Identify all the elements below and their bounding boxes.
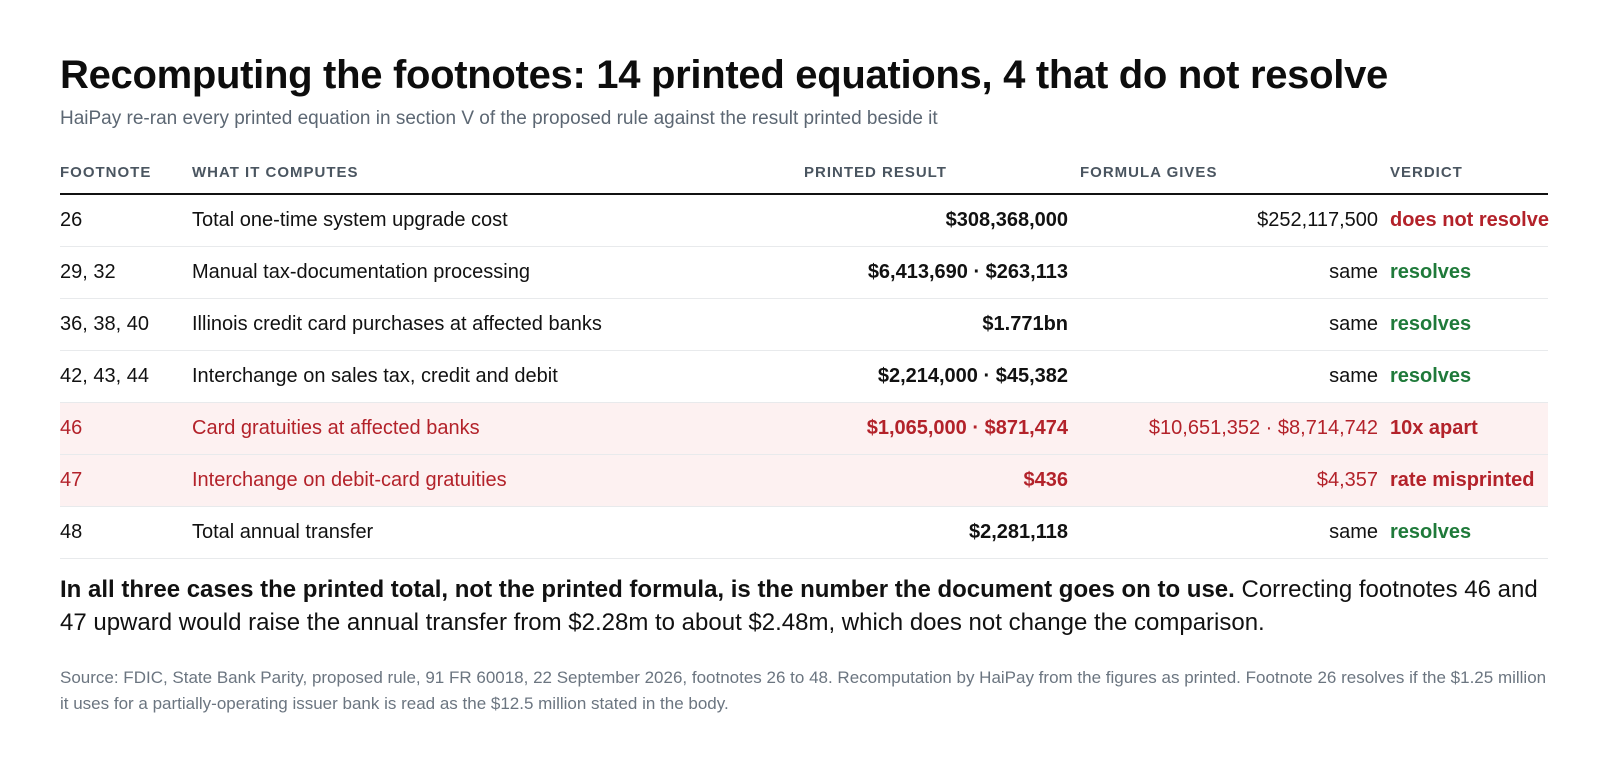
page-subtitle: HaiPay re-ran every printed equation in section V of the proposed rule against the result printed beside it	[60, 108, 938, 129]
cell-formula-gives: same	[1068, 350, 1378, 402]
cell-verdict: 10x apart	[1378, 402, 1548, 454]
table-row	[60, 246, 1548, 298]
table-row	[60, 506, 1548, 558]
cell-what: Card gratuities at affected banks	[192, 402, 744, 454]
cell-what: Total annual transfer	[192, 506, 744, 558]
table-row	[60, 194, 1548, 246]
footnotes-table	[60, 152, 1548, 559]
table-row-flagged	[60, 402, 1548, 454]
page-title: Recomputing the footnotes: 14 printed equations, 4 that do not resolve	[60, 53, 1388, 97]
cell-what: Interchange on sales tax, credit and debit	[192, 350, 744, 402]
table-header-row	[60, 152, 1548, 194]
cell-printed-result: $2,214,000 · $45,382	[744, 350, 1068, 402]
cell-what: Manual tax-documentation processing	[192, 246, 744, 298]
cell-verdict: resolves	[1378, 246, 1548, 298]
table-row	[60, 350, 1548, 402]
cell-footnote: 26	[60, 194, 192, 246]
cell-verdict: resolves	[1378, 298, 1548, 350]
summary-note	[60, 573, 1548, 639]
summary-note-rest: Correcting footnotes 46 and 47 upward would raise the annual transfer from $2.28m to about $2.48m, which does not change the comparison.	[60, 576, 1538, 636]
cell-footnote: 46	[60, 402, 192, 454]
cell-footnote: 29, 32	[60, 246, 192, 298]
summary-note-lead: In all three cases the printed total, not the printed formula, is the number the document goes on to use.	[60, 576, 1235, 603]
source-note: Source: FDIC, State Bank Parity, proposed rule, 91 FR 60018, 22 September 2026, footnotes 26 to 48. Recomputation by HaiPay from the figures as printed. Footnote 26 resolves if the $1.25 million it uses for a partially-operating issuer bank is read as the $12.5 million stated in the body.	[60, 668, 1547, 713]
table-row	[60, 298, 1548, 350]
cell-printed-result: $1,065,000 · $871,474	[744, 402, 1068, 454]
cell-formula-gives: $252,117,500	[1068, 194, 1378, 246]
cell-formula-gives: same	[1068, 298, 1378, 350]
table-row-flagged	[60, 454, 1548, 506]
cell-formula-gives: $10,651,352 · $8,714,742	[1068, 402, 1378, 454]
column-header-printed: PRINTED RESULT	[744, 152, 1068, 194]
cell-verdict: resolves	[1378, 506, 1548, 558]
cell-formula-gives: same	[1068, 246, 1378, 298]
cell-printed-result: $308,368,000	[744, 194, 1068, 246]
cell-printed-result: $1.771bn	[744, 298, 1068, 350]
column-header-what: WHAT IT COMPUTES	[192, 152, 744, 194]
column-header-verdict: VERDICT	[1378, 152, 1548, 194]
cell-footnote: 47	[60, 454, 192, 506]
cell-what: Total one-time system upgrade cost	[192, 194, 744, 246]
cell-printed-result: $436	[744, 454, 1068, 506]
cell-footnote: 36, 38, 40	[60, 298, 192, 350]
cell-verdict: rate misprinted	[1378, 454, 1548, 506]
cell-printed-result: $6,413,690 · $263,113	[744, 246, 1068, 298]
cell-what: Interchange on debit-card gratuities	[192, 454, 744, 506]
cell-formula-gives: same	[1068, 506, 1378, 558]
cell-verdict: resolves	[1378, 350, 1548, 402]
column-header-footnote: FOOTNOTE	[60, 152, 192, 194]
cell-footnote: 48	[60, 506, 192, 558]
cell-what: Illinois credit card purchases at affected banks	[192, 298, 744, 350]
column-header-formula: FORMULA GIVES	[1068, 152, 1378, 194]
cell-verdict: does not resolve	[1378, 194, 1548, 246]
cell-formula-gives: $4,357	[1068, 454, 1378, 506]
cell-printed-result: $2,281,118	[744, 506, 1068, 558]
cell-footnote: 42, 43, 44	[60, 350, 192, 402]
